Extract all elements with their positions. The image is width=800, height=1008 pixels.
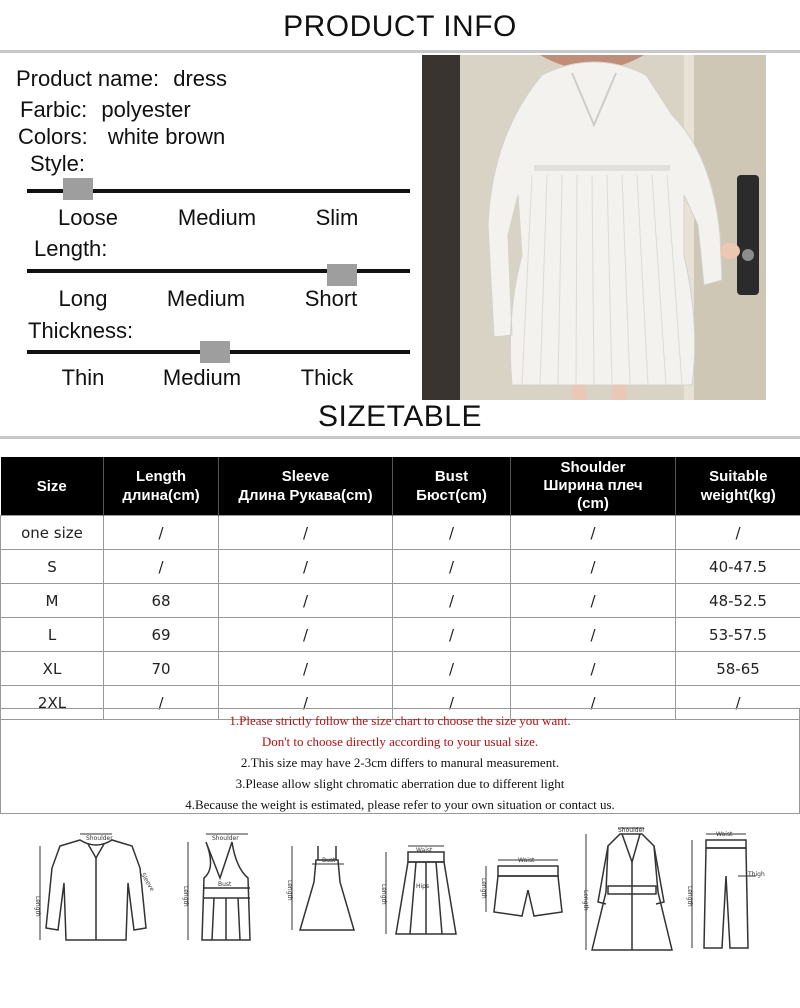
table-cell: /: [676, 686, 800, 720]
length-option-medium: Medium: [166, 286, 246, 311]
size-cell: S: [1, 550, 104, 584]
header-size: Size: [1, 457, 104, 516]
svg-text:Length: Length: [34, 896, 41, 917]
svg-text:Length: Length: [182, 886, 189, 907]
length-label: Length:: [34, 236, 108, 261]
size-cell: M: [1, 584, 104, 618]
table-cell: /: [393, 550, 511, 584]
table-row: [1, 550, 800, 584]
thickness-option-thin: Thin: [61, 365, 105, 390]
svg-text:Waist: Waist: [716, 831, 733, 838]
page-title: PRODUCT INFO: [283, 10, 517, 43]
svg-text:Length: Length: [480, 878, 487, 899]
note-1: 1.Please strictly follow the size chart to choose the size you want.: [229, 713, 571, 728]
table-cell: /: [219, 618, 393, 652]
product-name-value: dress: [173, 66, 227, 91]
svg-text:Hips: Hips: [416, 883, 430, 890]
shorts-diagram-icon: [478, 850, 568, 930]
size-cell: 2XL: [1, 686, 104, 720]
product-name-row: [16, 66, 227, 92]
table-cell: /: [511, 584, 676, 618]
skirt-diagram-icon: [372, 842, 462, 942]
svg-text:Shoulder: Shoulder: [86, 835, 113, 842]
header-bust: Bust Бюст(cm): [393, 457, 511, 516]
table-cell: /: [219, 686, 393, 720]
length-option-short: Short: [304, 286, 358, 311]
note-1b: Don't to choose directly according to your usual size.: [261, 734, 539, 749]
svg-text:Length: Length: [582, 890, 589, 911]
style-option-slim: Slim: [315, 205, 359, 230]
length-option-long: Long: [58, 286, 108, 311]
trousers-diagram-icon: [682, 826, 782, 956]
svg-text:Length: Length: [380, 884, 387, 905]
table-cell: 40-47.5: [676, 550, 800, 584]
product-name-label: Product name:: [16, 66, 160, 91]
table-cell: /: [676, 516, 800, 550]
svg-text:Sleeve: Sleeve: [139, 871, 156, 893]
coat-diagram-icon: [582, 822, 682, 957]
size-table: [0, 457, 800, 720]
size-cell: XL: [1, 652, 104, 686]
table-cell: /: [104, 686, 219, 720]
vest-diagram-icon: [176, 828, 276, 948]
svg-text:Thigh: Thigh: [748, 871, 765, 878]
header-divider: [0, 50, 800, 53]
fabric-label: Farbic:: [20, 97, 88, 122]
header-sleeve: Sleeve Длина Рукава(cm): [219, 457, 393, 516]
note-3: 3.Please allow slight chromatic aberration due to different light: [235, 776, 565, 791]
table-cell: /: [511, 618, 676, 652]
style-option-loose: Loose: [58, 205, 118, 230]
sizetable-divider: [0, 436, 800, 439]
size-notes: [0, 708, 800, 814]
table-cell: /: [104, 516, 219, 550]
svg-text:Shoulder: Shoulder: [212, 835, 239, 842]
table-cell: /: [219, 584, 393, 618]
table-cell: /: [393, 618, 511, 652]
fabric-row: [20, 97, 191, 123]
dress-diagram-icon: [282, 838, 362, 948]
table-row: [1, 516, 800, 550]
table-row: [1, 584, 800, 618]
header-shoulder: Shoulder Ширина плеч (cm): [511, 457, 676, 516]
colors-row: [18, 124, 225, 150]
table-cell: /: [393, 516, 511, 550]
style-option-medium: Medium: [177, 205, 257, 230]
table-cell: /: [219, 652, 393, 686]
note-2: 2.This size may have 2-3cm differs to manural measurement.: [240, 755, 560, 770]
table-row: [1, 652, 800, 686]
table-cell: /: [511, 686, 676, 720]
table-cell: /: [219, 516, 393, 550]
thickness-option-thick: Thick: [300, 365, 354, 390]
table-cell: 53-57.5: [676, 618, 800, 652]
table-cell: /: [393, 584, 511, 618]
table-cell: 70: [104, 652, 219, 686]
fabric-value: polyester: [101, 97, 191, 122]
table-cell: /: [104, 550, 219, 584]
shirt-diagram-icon: [30, 828, 160, 948]
table-cell: /: [393, 652, 511, 686]
table-cell: 58-65: [676, 652, 800, 686]
table-row: [1, 618, 800, 652]
svg-text:Bust: Bust: [218, 881, 232, 888]
svg-text:Bust: Bust: [322, 857, 336, 864]
header-weight: Suitable weight(kg): [676, 457, 800, 516]
table-cell: /: [511, 550, 676, 584]
size-table-header: [1, 457, 800, 516]
style-label: Style:: [30, 151, 86, 176]
svg-text:Shoulder: Shoulder: [618, 827, 645, 834]
svg-text:Waist: Waist: [518, 857, 535, 864]
table-cell: 68: [104, 584, 219, 618]
thickness-scale-marker: [200, 341, 230, 363]
table-cell: /: [393, 686, 511, 720]
note-4: 4.Because the weight is estimated, please refer to your own situation or contact us.: [185, 797, 615, 812]
table-cell: /: [219, 550, 393, 584]
table-cell: /: [511, 516, 676, 550]
table-cell: 48-52.5: [676, 584, 800, 618]
thickness-option-medium: Medium: [162, 365, 242, 390]
style-scale-marker: [63, 178, 93, 200]
colors-value: white brown: [107, 124, 226, 149]
size-cell: L: [1, 618, 104, 652]
colors-label: Colors:: [18, 124, 88, 149]
size-cell: one size: [1, 516, 104, 550]
thickness-label: Thickness:: [28, 318, 134, 343]
sizetable-title: SIZETABLE: [318, 400, 482, 433]
header-length: Length длина(cm): [104, 457, 219, 516]
length-scale-marker: [327, 264, 357, 286]
svg-text:Length: Length: [286, 880, 293, 901]
table-cell: /: [511, 652, 676, 686]
product-photo: [422, 55, 766, 400]
svg-text:Length: Length: [686, 886, 693, 907]
table-cell: 69: [104, 618, 219, 652]
svg-text:Waist: Waist: [416, 847, 433, 854]
